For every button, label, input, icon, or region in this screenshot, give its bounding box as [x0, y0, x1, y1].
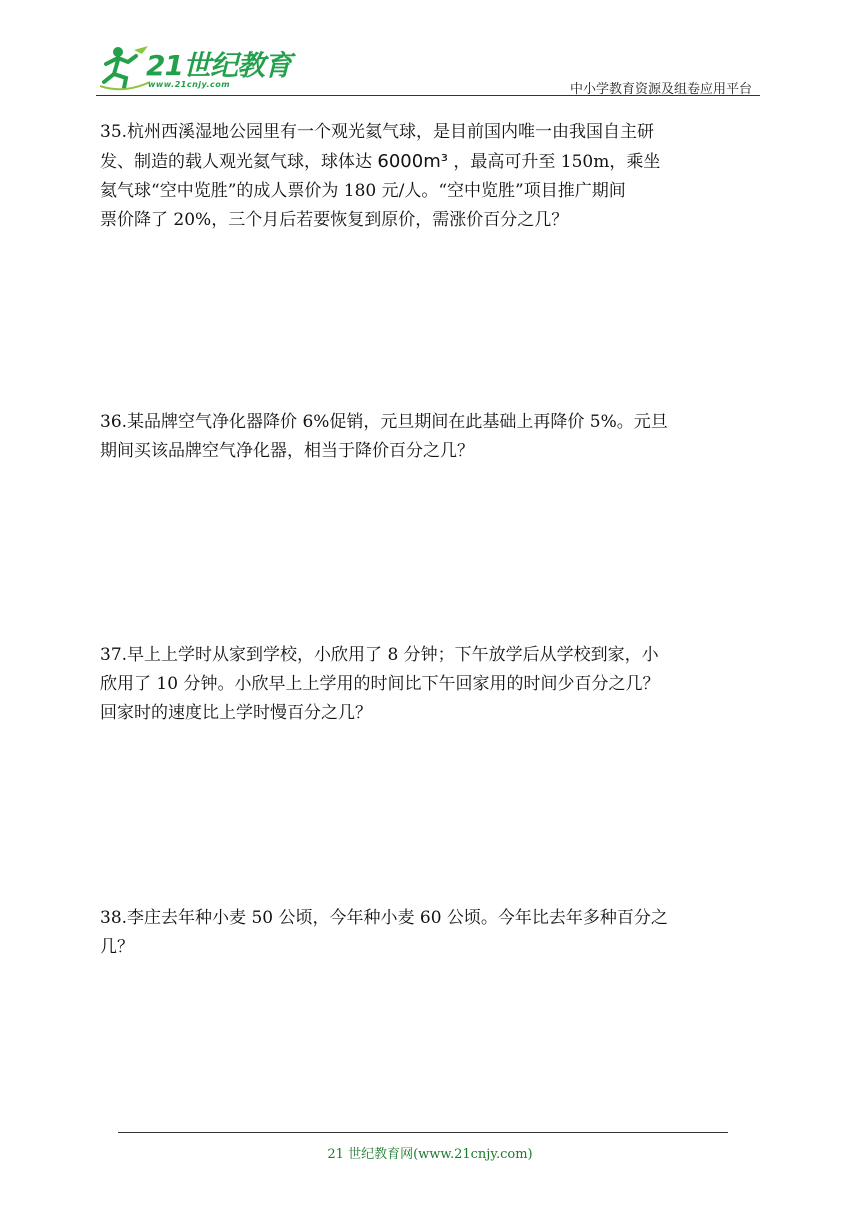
page-header	[96, 40, 760, 96]
question-line: 氦气球“空中览胜”的成人票价为 180 元/人。“空中览胜”项目推广期间	[100, 181, 626, 201]
header-divider	[96, 95, 760, 96]
question-line: 36.某品牌空气净化器降价 6%促销，元旦期间在此基础上再降价 5%。元旦	[100, 412, 668, 432]
logo-url: www.21cnjy.com	[148, 80, 231, 89]
question-line: 回家时的速度比上学时慢百分之几？	[100, 703, 372, 723]
question-text: 发、制造的载人观光氦气球，球体达	[100, 152, 372, 172]
runner-logo-icon	[96, 42, 152, 94]
question-37	[100, 641, 764, 728]
question-38	[100, 904, 764, 962]
question-line: 票价降了 20%，三个月后若要恢复到原价，需涨价百分之几？	[100, 210, 569, 230]
question-line: 38.李庄去年种小麦 50 公顷，今年种小麦 60 公顷。今年比去年多种百分之	[100, 908, 668, 928]
platform-tagline: 中小学教育资源及组卷应用平台	[569, 82, 752, 97]
question-text: ，最高可升至 150m，乘坐	[453, 152, 661, 172]
question-36	[100, 408, 764, 466]
question-line: 37.早上上学时从家到学校，小欣用了 8 分钟；下午放学后从学校到家，小	[100, 645, 659, 665]
footer-divider	[118, 1132, 728, 1133]
logo-text: 21世纪教育	[146, 49, 291, 82]
question-35	[100, 118, 764, 235]
logo	[96, 42, 306, 94]
question-line: 欣用了 10 分钟。小欣早上上学用的时间比下午回家用的时间少百分之几？	[100, 674, 660, 694]
footer-link[interactable]: 21 世纪教育网(www.21cnjy.com)	[327, 1147, 533, 1162]
question-line: 几？	[100, 937, 134, 957]
question-line: 期间买该品牌空气净化器，相当于降价百分之几？	[100, 441, 474, 461]
volume-formula: 6000m³	[377, 151, 448, 172]
question-line	[100, 147, 764, 177]
question-line: 35.杭州西溪湿地公园里有一个观光氦气球，是目前国内唯一由我国自主研	[100, 122, 655, 142]
